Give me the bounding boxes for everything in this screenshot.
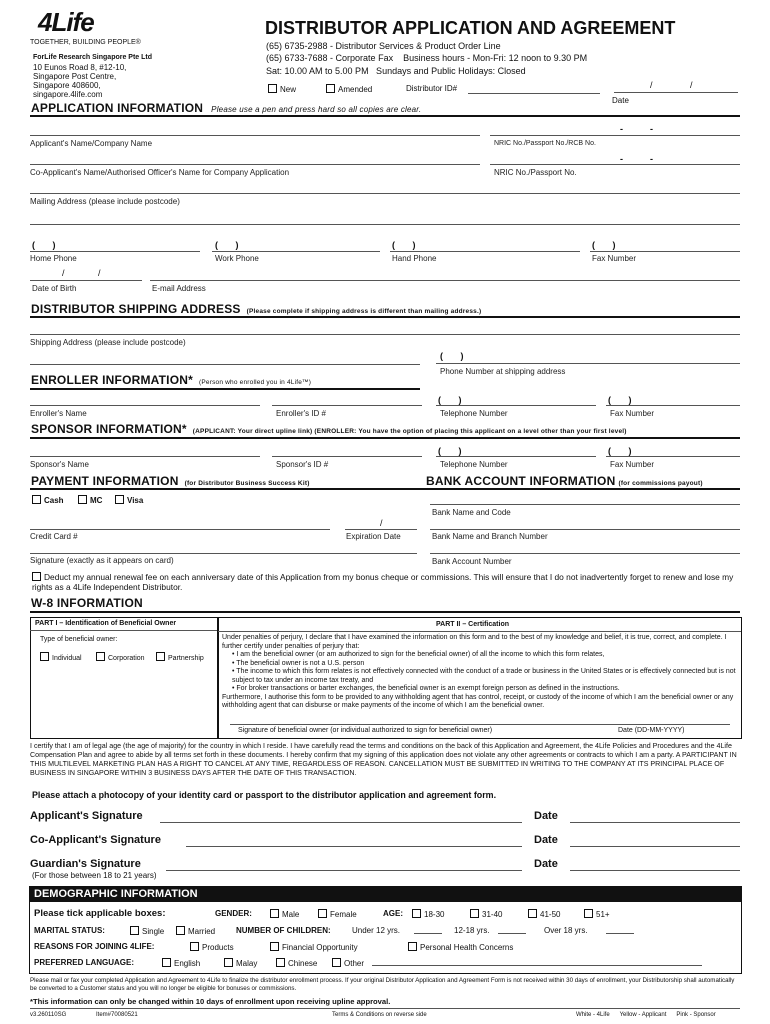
coapplicant-nric-label: NRIC No./Passport No. [494,168,577,177]
sponsor-phone-area: ( ) [438,446,462,456]
home-phone-field[interactable] [30,251,200,252]
header-date-field[interactable] [614,92,738,93]
bank-account-label: Bank Account Number [432,557,512,566]
section-rule [30,488,740,490]
footer-rule [30,1008,740,1009]
enroller-name-field[interactable] [30,405,260,406]
section-payment: PAYMENT INFORMATION (for Distributor Business Success Kit) [31,474,310,488]
personal-option[interactable]: Personal Health Concerns [408,942,513,952]
section-w8: W-8 INFORMATION [31,596,143,610]
male-option[interactable]: Male [270,909,299,919]
language-label: PREFERRED LANGUAGE: [34,958,135,967]
cert-intro: Under penalties of perjury, I declare that I have examined the information on this form and to the best of my knowledge and belief, it is true, correct, and complete. I further certify under penalties of perjury that: [222,634,727,650]
card-signature-field[interactable] [30,553,417,554]
married-checkbox[interactable] [176,926,185,935]
enroller-note: (Person who enrolled you in 4Life™) [198,379,312,386]
products-option[interactable]: Products [190,942,234,952]
partnership-checkbox[interactable] [156,652,165,661]
company-address-1: 10 Eunos Road 8, #12-10, [33,63,127,72]
coapplicant-signature-label: Co-Applicant's Signature [30,834,161,846]
nric-dash: - [650,154,653,164]
fax-label: Fax Number [592,254,637,263]
corporation-checkbox[interactable] [96,652,105,661]
certify-text: I certify that I am of legal age (the age of majority) for the country in which I reside. I have carefully read the terms and conditions on the back of this Application and Agreement, the 4Life Policies and Procedures and the 4Life Compensation Plan and agree to abide by all terms set forth in these documents. I hereby confirm that my signing of this application does not violate any other agreements or contracts to which I am a party. A PARTICIPANT IN THIS MULTILEVEL MARKETING PLAN HAS A RIGHT TO CANCEL AT ANY TIME, REGARDLESS OF REASON. CANCELLATION MUST BE SUBMITTED IN WRITING TO THE COMPANY AT ITS PRINCIPAL PLACE OF BUSINESS IN SINGAPORE WITHIN 3 BUSINESS DAYS AFTER THE DATE OF THIS TRANSACTION. [30,742,737,777]
company-website: singapore.4life.com [33,90,103,99]
financial-checkbox[interactable] [270,942,279,951]
enroller-fax-label: Fax Number [610,409,655,418]
shipping-address-label: Shipping Address (please include postcode) [30,338,186,347]
enroller-fax-area: ( ) [608,395,632,405]
bank-note: (for commissions payout) [618,480,703,487]
sponsor-tel-field[interactable] [436,456,596,457]
email-label: E-mail Address [152,284,206,293]
under12-field[interactable] [414,933,442,934]
12-18-field[interactable] [498,933,526,934]
w8-date-label: Date (DD-MM-YYYY) [618,727,685,734]
age-checkbox[interactable] [584,909,593,918]
single-checkbox[interactable] [130,926,139,935]
phone-line-2: (65) 6733-7688 - Corporate Fax Business hours - Mon-Fri: 12 noon to 9.30 PM [266,53,588,63]
expiry-label: Expiration Date [346,532,401,541]
chinese-checkbox[interactable] [276,958,285,967]
email-field[interactable] [150,280,740,281]
shipping-address-field[interactable] [30,334,740,335]
applicant-name-field[interactable] [30,135,480,136]
bank-branch-field[interactable] [430,529,740,530]
partnership-option[interactable]: Partnership [156,652,204,662]
mail-note: Please mail or fax your completed Application and Agreement to 4Life to finalize the distributor enrollment process. If your original Distributor Application and Agreement Form is not received within 30 days of enrollment, your Distributorship shall automatically be converted to a Customer status and you will no longer be eligible for bonuses or commissions. [30,977,735,992]
mc-checkbox[interactable] [78,495,87,504]
section-sponsor: SPONSOR INFORMATION* (APPLICANT: Your direct upline link) (ENROLLER: You have the option of placing this applicant on a level other than your first level) [31,422,627,436]
hand-phone-area: ( ) [392,240,416,250]
bank-account-field[interactable] [430,553,740,554]
dob-field[interactable] [30,280,142,281]
card-signature-label: Signature (exactly as it appears on card) [30,556,174,565]
applicant-nric-label: NRIC No./Passport No./RCB No. [494,140,596,147]
section-rule [30,437,740,439]
w8-part2-title: PART II – Certification [436,621,509,628]
sponsor-note: (APPLICANT: Your direct upline link) (ENROLLER: You have the option of placing this applicant on a level other than your first level) [192,428,627,435]
divider [218,631,741,632]
other-checkbox[interactable] [332,958,341,967]
coapplicant-name-field[interactable] [30,164,480,165]
section-rule [30,388,420,390]
age-option-41-50[interactable]: 41-50 [528,909,560,919]
home-phone-area: ( ) [32,240,56,250]
section-rule [30,316,740,318]
single-option[interactable]: Single [130,926,164,936]
logo-tagline: TOGETHER, BUILDING PEOPLE® [30,39,141,46]
malay-option[interactable]: Malay [224,958,257,968]
other-language-field[interactable] [372,965,702,966]
children-label: NUMBER OF CHILDREN: [236,926,331,935]
tick-label: Please tick applicable boxes: [34,908,166,919]
under12-label: Under 12 yrs. [352,926,401,935]
shipping-phone-label: Phone Number at shipping address [440,367,566,376]
item-number: Item#70080521 [96,1012,138,1018]
date-slash-2: / [690,80,693,90]
enroller-id-field[interactable] [272,405,422,406]
brand-logo: 4Life [38,7,94,37]
applicant-signature-label: Applicant's Signature [30,810,143,822]
sponsor-name-label: Sponsor's Name [30,460,89,469]
coapplicant-name-label: Co-Applicant's Name/Authorised Officer's Name for Company Application [30,168,290,177]
section-enroller: ENROLLER INFORMATION* (Person who enrolled you in 4Life™) [31,373,312,387]
applicant-nric-field[interactable] [490,135,740,136]
cert-bullet-4: • For broker transactions or barter exchanges, the beneficial owner is an exempt foreign person as defined in the instructions. [232,685,620,692]
company-name: ForLife Research Singapore Pte Ltd [33,54,153,61]
products-checkbox[interactable] [190,942,199,951]
credit-card-label: Credit Card # [30,532,78,541]
section-application-info: APPLICATION INFORMATION Please use a pen and press hard so all copies are clear. [31,101,422,115]
cert-furthermore: Furthermore, I authorise this form to be provided to any withholding agent that has control, receipt, or custody of the income of which I am the beneficial owner or any withholding agent that can disburse or make payments of the income of which I am the beneficial owner. [222,693,734,709]
section-rule [30,611,740,613]
version: v3.260110SG [30,1012,67,1018]
enroller-id-label: Enroller's ID # [276,409,326,418]
credit-card-field[interactable] [30,529,330,530]
bank-branch-label: Bank Name and Branch Number [432,532,548,541]
hand-phone-field[interactable] [390,251,580,252]
nric-dash: - [620,154,623,164]
section-rule [30,115,740,117]
female-option[interactable]: Female [318,909,357,919]
enroller-name-label: Enroller's Name [30,409,87,418]
distributor-id-label: Distributor ID# [406,84,458,93]
change-note: *This information can only be changed within 10 days of enrollment upon receiving upline approval. [30,997,391,1006]
mailing-address-field[interactable] [30,193,740,194]
chinese-option[interactable]: Chinese [276,958,317,968]
cash-checkbox[interactable] [32,495,41,504]
section-bank: BANK ACCOUNT INFORMATION (for commissions payout) [426,474,703,488]
deduct-checkbox[interactable] [32,572,41,581]
work-phone-label: Work Phone [215,254,259,263]
w8-signature-field[interactable] [230,724,730,725]
applicant-signature-field[interactable] [160,822,522,823]
financial-option[interactable]: Financial Opportunity [270,942,358,952]
guardian-date-label: Date [534,858,558,870]
w8-part1-title: PART I – Identification of Beneficial Owner [35,620,177,627]
individual-option[interactable]: Individual [40,652,82,662]
female-checkbox[interactable] [318,909,327,918]
logo [38,8,94,36]
new-option[interactable]: New [268,84,296,94]
sponsor-id-label: Sponsor's ID # [276,460,329,469]
visa-option[interactable]: Visa [115,495,143,505]
payment-note: (for Distributor Business Success Kit) [184,480,310,487]
page-title: DISTRIBUTOR APPLICATION AND AGREEMENT [265,18,676,38]
marital-label: MARITAL STATUS: [34,926,105,935]
deduct-option[interactable] [32,572,744,592]
application-note: Please use a pen and press hard so all copies are clear. [211,105,422,114]
w8-certification-text [222,634,736,711]
demographic-title: DEMOGRAPHIC INFORMATION [34,888,198,900]
cert-bullet-2: • The beneficial owner is not a U.S. person [232,659,365,667]
individual-checkbox[interactable] [40,652,49,661]
married-option[interactable]: Married [176,926,215,936]
enroller-tel-label: Telephone Number [440,409,508,418]
bank-name-code-label: Bank Name and Code [432,508,511,517]
guardian-date-field[interactable] [570,870,740,871]
over18-label: Over 18 yrs. [544,926,588,935]
fax-field[interactable] [590,251,740,252]
hand-phone-label: Hand Phone [392,254,437,263]
enroller-tel-field[interactable] [436,405,596,406]
work-phone-area: ( ) [215,240,239,250]
enroller-phone-area: ( ) [438,395,462,405]
english-checkbox[interactable] [162,958,171,967]
sponsor-fax-field[interactable] [606,456,740,457]
work-phone-field[interactable] [212,251,380,252]
guardian-note: (For those between 18 to 21 years) [32,871,157,880]
coapplicant-date-label: Date [534,834,558,846]
nric-dash: - [650,124,653,134]
age-checkbox[interactable] [470,909,479,918]
company-address-2: Singapore Post Centre, [33,72,117,81]
corporation-option[interactable]: Corporation [96,652,145,662]
coapplicant-nric-field[interactable] [490,164,740,165]
amended-option[interactable]: Amended [326,84,372,94]
owner-type-label: Type of beneficial owner: [40,636,118,643]
phone-line-1: (65) 6735-2988 - Distributor Services & Product Order Line [266,41,501,51]
expiry-field[interactable] [345,529,417,530]
cert-bullet-3: • The income to which this form relates is not effectively connected with the conduct of a trade or business in the United States or is effectively connected but is not subject to tax under an income tax treaty, and [232,668,736,684]
sponsor-fax-label: Fax Number [610,460,655,469]
coapplicant-date-field[interactable] [570,846,740,847]
dob-label: Date of Birth [32,284,77,293]
age-checkbox[interactable] [412,909,421,918]
shipping-address-field-2[interactable] [30,364,420,365]
cert-bullet-1: • I am the beneficial owner (or am authorized to sign for the beneficial owner) of all the income to which this form relates, [232,651,605,658]
english-option[interactable]: English [162,958,200,968]
age-label: AGE: [383,909,403,918]
terms-note: Terms & Conditions on reverse side [332,1012,427,1018]
applicant-date-label: Date [534,810,558,822]
company-address-3: Singapore 408600, [33,81,101,90]
mc-option[interactable]: MC [78,495,102,505]
header-date-label: Date [612,96,629,105]
dob-slash-1: / [62,268,65,278]
age-option-18-30[interactable]: 18-30 [412,909,444,919]
personal-checkbox[interactable] [408,942,417,951]
applicant-date-field[interactable] [570,822,740,823]
applicant-name-label: Applicant's Name/Company Name [30,139,153,148]
shipping-phone-field[interactable] [436,363,740,364]
nric-dash: - [620,124,623,134]
sponsor-name-field[interactable] [30,456,260,457]
shipping-note: (Please complete if shipping address is different than mailing address.) [246,308,482,315]
date-slash-1: / [650,80,653,90]
guardian-signature-label: Guardian's Signature [30,858,141,870]
gender-label: GENDER: [215,909,252,918]
dob-slash-2: / [98,268,101,278]
distributor-id-field[interactable] [468,93,600,94]
reasons-label: REASONS FOR JOINING 4LIFE: [34,942,155,951]
attach-note: Please attach a photocopy of your identity card or passport to the distributor application and agreement form. [32,790,497,800]
male-checkbox[interactable] [270,909,279,918]
cash-option[interactable]: Cash [32,495,64,505]
new-checkbox[interactable] [268,84,277,93]
divider [30,630,217,631]
bank-name-code-field[interactable] [430,504,740,505]
enroller-fax-field[interactable] [606,405,740,406]
w8-signature-label: Signature of beneficial owner (or individual authorized to sign for beneficial owner) [238,727,493,734]
malay-checkbox[interactable] [224,958,233,967]
shipping-phone-area: ( ) [440,351,464,361]
visa-checkbox[interactable] [115,495,124,504]
mailing-address-label: Mailing Address (please include postcode) [30,197,180,206]
other-option[interactable]: Other [332,958,364,968]
expiry-slash: / [380,518,383,528]
deduct-text: Deduct my annual renewal fee on each anniversary date of this Application from my bonus cheque or commissions. This will ensure that I do not inadvertently forget to renew and lose my rights as a 4Life Independent Distributor. [32,572,734,592]
mailing-address-field-2[interactable] [30,224,740,225]
age-option-31-40[interactable]: 31-40 [470,909,502,919]
coapplicant-signature-field[interactable] [186,846,522,847]
guardian-signature-field[interactable] [166,870,522,871]
12-18-label: 12-18 yrs. [454,926,490,935]
hours-line: Sat: 10.00 AM to 5.00 PM Sundays and Public Holidays: Closed [266,66,526,76]
amended-checkbox[interactable] [326,84,335,93]
copies-note: White - 4Life Yellow - Applicant Pink - Sponsor [576,1012,716,1018]
sponsor-id-field[interactable] [272,456,422,457]
over18-field[interactable] [606,933,634,934]
fax-area: ( ) [592,240,616,250]
age-checkbox[interactable] [528,909,537,918]
section-shipping: DISTRIBUTOR SHIPPING ADDRESS (Please complete if shipping address is different than mailing address.) [31,302,482,316]
age-option-51-plus[interactable]: 51+ [584,909,610,919]
sponsor-tel-label: Telephone Number [440,460,508,469]
sponsor-fax-area: ( ) [608,446,632,456]
home-phone-label: Home Phone [30,254,77,263]
